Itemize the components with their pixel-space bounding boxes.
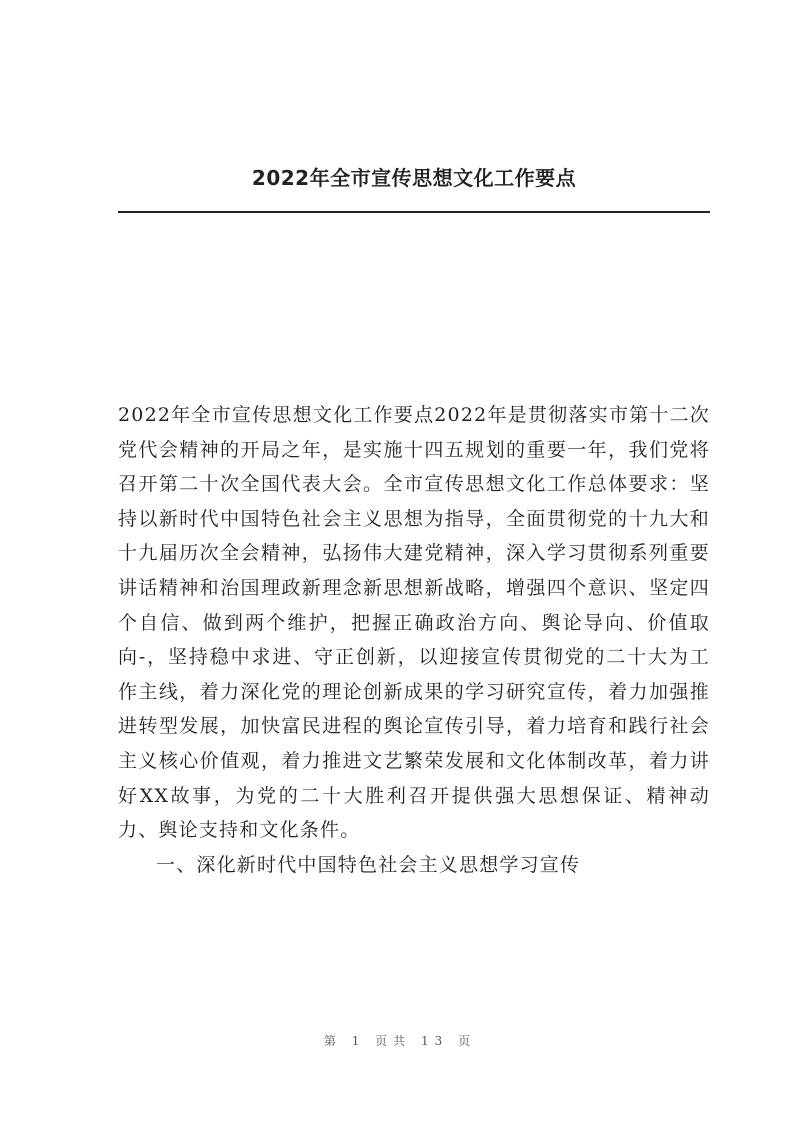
page-number-footer: 第 1 页共 13 页: [323, 1034, 477, 1048]
document-body: [118, 398, 710, 882]
document-title: 2022年全市宣传思想文化工作要点: [251, 166, 577, 190]
body-paragraph: 2022年全市宣传思想文化工作要点2022年是贯彻落实市第十二次党代会精神的开局之年，是实施十四五规划的重要一年，我们党将召开第二十次全国代表大会。全市宣传思想文化工作总体要求：坚持以新时代中国特色社会主义思想为指导，全面贯彻党的十九大和十九届历次全会精神，弘扬伟大建党精神，深入学习贯彻系列重要讲话精神和治国理政新理念新思想新战略，增强四个意识、坚定四个自信、做到两个维护，把握正确政治方向、舆论导向、价值取向-，坚持稳中求进、守正创新，以迎接宣传贯彻党的二十大为工作主线，着力深化党的理论创新成果的学习研究宣传，着力加强推进转型发展，加快富民进程的舆论宣传引导，着力培育和践行社会主义核心价值观，着力推进文艺繁荣发展和文化体制改革，着力讲好XX故事，为党的二十大胜利召开提供强大思想保证、精神动力、舆论支持和文化条件。: [118, 404, 710, 842]
section-heading: 一、深化新时代中国特色社会主义思想学习宣传: [156, 853, 581, 876]
title-underline: [118, 211, 710, 213]
